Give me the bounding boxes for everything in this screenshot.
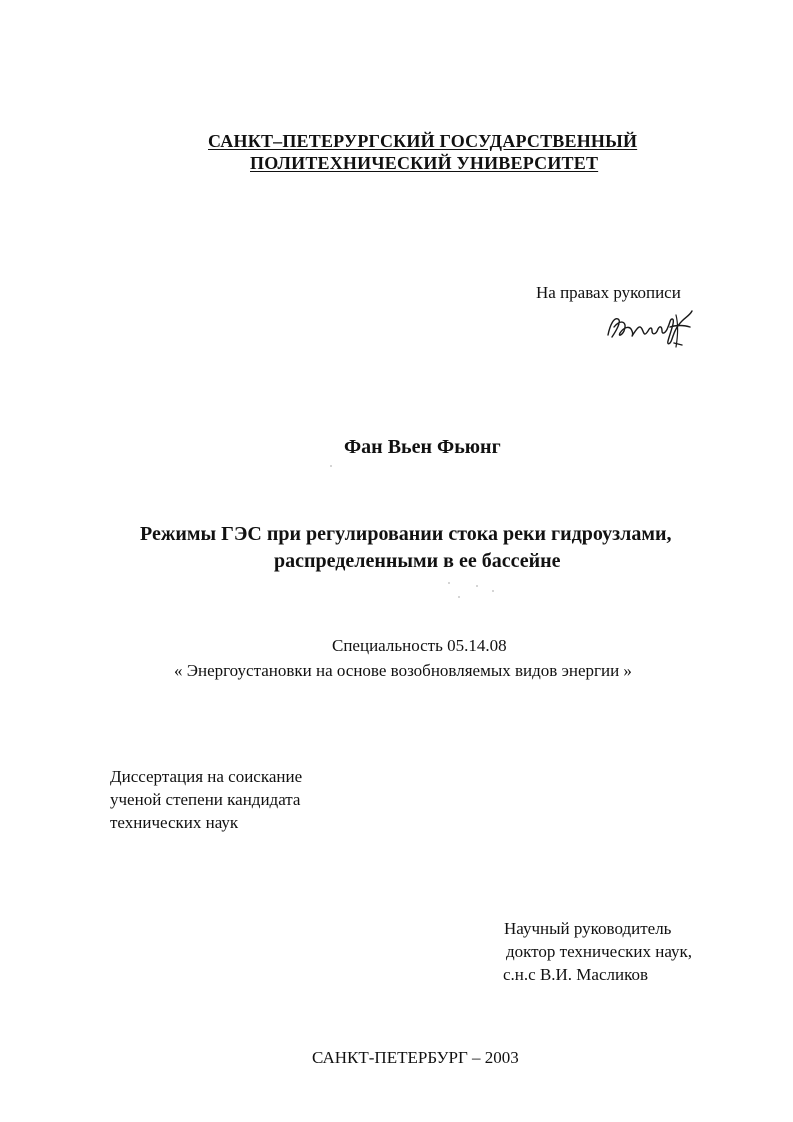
city-and-year: САНКТ-ПЕТЕРБУРГ – 2003 xyxy=(312,1048,519,1067)
dissertation-title-line-1: Режимы ГЭС при регулировании стока реки гидроузлами, xyxy=(140,523,672,545)
author-signature xyxy=(604,305,696,349)
scan-speck xyxy=(492,590,494,592)
supervisor-label: Научный руководитель xyxy=(504,919,672,938)
specialty-name: « Энергоустановки на основе возобновляемых видов энергии » xyxy=(174,661,632,680)
author-name: Фан Вьен Фьюнг xyxy=(344,436,501,458)
supervisor-degree: доктор технических наук, xyxy=(506,942,693,961)
degree-statement-line-1: Диссертация на соискание xyxy=(110,767,303,786)
university-name-line-2: ПОЛИТЕХНИЧЕСКИЙ УНИВЕРСИТЕТ xyxy=(250,153,599,173)
dissertation-title-line-2: распределенными в ее бассейне xyxy=(274,550,561,572)
degree-statement-line-2: ученой степени кандидата xyxy=(110,790,301,809)
university-name-line-1: САНКТ–ПЕТЕРУРГСКИЙ ГОСУДАРСТВЕННЫЙ xyxy=(208,131,638,151)
scan-speck xyxy=(476,585,478,587)
scan-speck xyxy=(458,596,460,598)
supervisor-name: с.н.с В.И. Масликов xyxy=(503,965,649,984)
degree-statement-line-3: технических наук xyxy=(110,813,239,832)
specialty-code: Специальность 05.14.08 xyxy=(332,636,507,655)
scan-speck xyxy=(330,465,332,467)
manuscript-rights-note: На правах рукописи xyxy=(536,283,681,302)
scan-speck xyxy=(448,582,450,584)
